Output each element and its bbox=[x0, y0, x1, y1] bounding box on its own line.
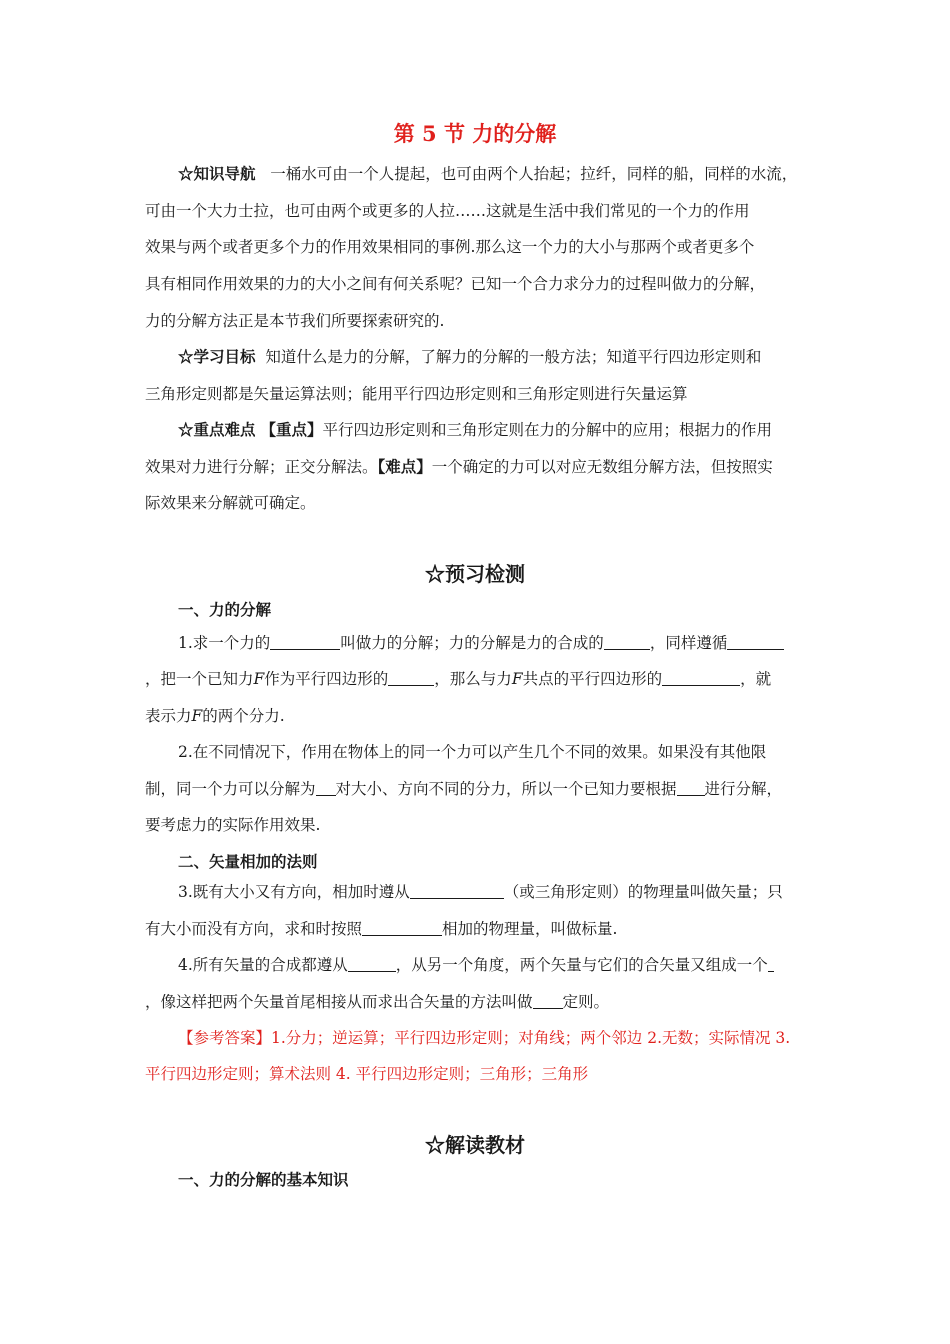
goal-label: ☆学习目标 bbox=[178, 347, 256, 366]
q4-text-c: ，像这样把两个矢量首尾相接从而求出合矢量的方法叫做 bbox=[145, 993, 533, 1011]
q3-text-c: 有大小而没有方向，求和时按照 bbox=[145, 920, 363, 938]
answer-blank[interactable] bbox=[727, 634, 784, 650]
nav-line-1 bbox=[178, 164, 848, 184]
nav-line-2: 可由一个大力士拉，也可由两个或更多的人拉……这就是生活中我们常见的一个力的作用 bbox=[145, 202, 750, 220]
key-line-2b: 一个确定的力可以对应无数组分解方法，但按照实 bbox=[431, 458, 773, 476]
answer-blank[interactable] bbox=[316, 780, 336, 796]
force-variable: F bbox=[191, 707, 203, 725]
key-point-label: 【重点】 bbox=[260, 420, 323, 439]
key-point-text: 平行四边形定则和三角形定则在力的分解中的应用；根据力的作用 bbox=[322, 421, 772, 439]
key-line-3: 际效果来分解就可确定。 bbox=[145, 494, 316, 512]
q1-text-e: 作为平行四边形的 bbox=[264, 670, 389, 688]
q4-line-2 bbox=[145, 992, 815, 1012]
nav-line-4: 具有相同作用效果的力的大小之间有何关系呢？已知一个合力求分力的过程叫做力的分解， bbox=[145, 275, 766, 293]
q2-line-3: 要考虑力的实际作用效果. bbox=[145, 816, 321, 834]
reading-heading: ☆解读教材 bbox=[425, 1133, 525, 1157]
difficult-label: 【难点】 bbox=[377, 457, 432, 476]
q1-text-c: ，同样遵循 bbox=[649, 634, 728, 652]
nav-text-1: 一桶水可由一个人提起，也可由两个人抬起；拉纤，同样的船，同样的水流， bbox=[270, 165, 798, 183]
preview-heading: ☆预习检测 bbox=[425, 562, 525, 586]
q1-line-3 bbox=[145, 706, 815, 726]
q1-text-i: 表示力 bbox=[145, 707, 192, 725]
q1-text-h: ，就 bbox=[740, 670, 772, 688]
goal-line-1 bbox=[178, 347, 848, 367]
q2-text-a: 制，同一个力可以分解为 bbox=[145, 780, 316, 798]
nav-line-5: 力的分解方法正是本节我们所要探索研究的. bbox=[145, 312, 445, 330]
q1-text-a: 1.求一个力的 bbox=[178, 634, 271, 652]
answer-key-line-1: 【参考答案】1.分力；逆运算；平行四边形定则；对角线；两个邻边 2.无数；实际情况 3. bbox=[178, 1029, 791, 1047]
q1-text-f: ，那么与力 bbox=[434, 670, 512, 688]
preview-sub-2: 二、矢量相加的法则 bbox=[178, 852, 318, 871]
q1-text-d: ，把一个已知力 bbox=[145, 670, 254, 688]
key-line-2a: 效果对力进行分解；正交分解法。 bbox=[145, 458, 378, 476]
answer-blank[interactable] bbox=[270, 634, 340, 650]
key-line-2 bbox=[145, 457, 815, 477]
nav-label: ☆知识导航 bbox=[178, 164, 256, 183]
q4-text-a: 4.所有矢量的合成都遵从 bbox=[178, 956, 348, 974]
q4-line-1 bbox=[178, 955, 848, 975]
key-line-1 bbox=[178, 420, 848, 440]
q1-text-g: 共点的平行四边形的 bbox=[522, 670, 663, 688]
answer-blank[interactable] bbox=[348, 956, 396, 972]
q2-text-b: 对大小、方向不同的分力，所以一个已知力要根据 bbox=[335, 780, 677, 798]
answer-blank[interactable] bbox=[677, 780, 705, 796]
answer-blank[interactable] bbox=[662, 670, 740, 686]
nav-line-3: 效果与两个或者更多个力的作用效果相同的事例.那么这一个力的大小与那两个或者更多个 bbox=[145, 238, 755, 256]
force-variable: F bbox=[511, 670, 523, 688]
preview-sub-1: 一、力的分解 bbox=[178, 600, 272, 619]
q2-line-2 bbox=[145, 779, 815, 799]
q1-line-1 bbox=[178, 633, 848, 653]
q3-line-2 bbox=[145, 919, 815, 939]
answer-blank[interactable] bbox=[410, 883, 504, 899]
answer-blank[interactable] bbox=[362, 920, 442, 936]
goal-text-1: 知道什么是力的分解，了解力的分解的一般方法；知道平行四边形定则和 bbox=[265, 348, 762, 366]
goal-line-2: 三角形定则都是矢量运算法则；能用平行四边形定则和三角形定则进行矢量运算 bbox=[145, 385, 688, 403]
answer-key-line-2: 平行四边形定则；算术法则 4. 平行四边形定则；三角形；三角形 bbox=[145, 1065, 589, 1083]
reading-sub-1: 一、力的分解的基本知识 bbox=[178, 1170, 349, 1189]
answer-blank[interactable] bbox=[768, 956, 774, 972]
q1-text-j: 的两个分力. bbox=[202, 707, 285, 725]
answer-blank[interactable] bbox=[604, 634, 650, 650]
q4-text-b: ，从另一个角度，两个矢量与它们的合矢量又组成一个 bbox=[395, 956, 768, 974]
q1-text-b: 叫做力的分解；力的分解是力的合成的 bbox=[340, 634, 604, 652]
page-title: 第 5 节 力的分解 bbox=[393, 121, 557, 146]
answer-blank[interactable] bbox=[533, 993, 563, 1009]
q2-text-c: 进行分解， bbox=[704, 780, 783, 798]
key-label: ☆重点难点 bbox=[178, 420, 256, 439]
q2-line-1: 2.在不同情况下，作用在物体上的同一个力可以产生几个不同的效果。如果没有其他限 bbox=[178, 743, 767, 761]
q4-text-d: 定则。 bbox=[562, 993, 610, 1011]
answer-blank[interactable] bbox=[388, 670, 434, 686]
q3-text-d: 相加的物理量，叫做标量. bbox=[442, 920, 618, 938]
q1-line-2 bbox=[145, 669, 815, 689]
q3-text-a: 3.既有大小又有方向，相加时遵从 bbox=[178, 883, 410, 901]
q3-line-1 bbox=[178, 882, 848, 902]
force-variable: F bbox=[253, 670, 265, 688]
q3-text-b: （或三角形定则）的物理量叫做矢量；只 bbox=[503, 883, 783, 901]
